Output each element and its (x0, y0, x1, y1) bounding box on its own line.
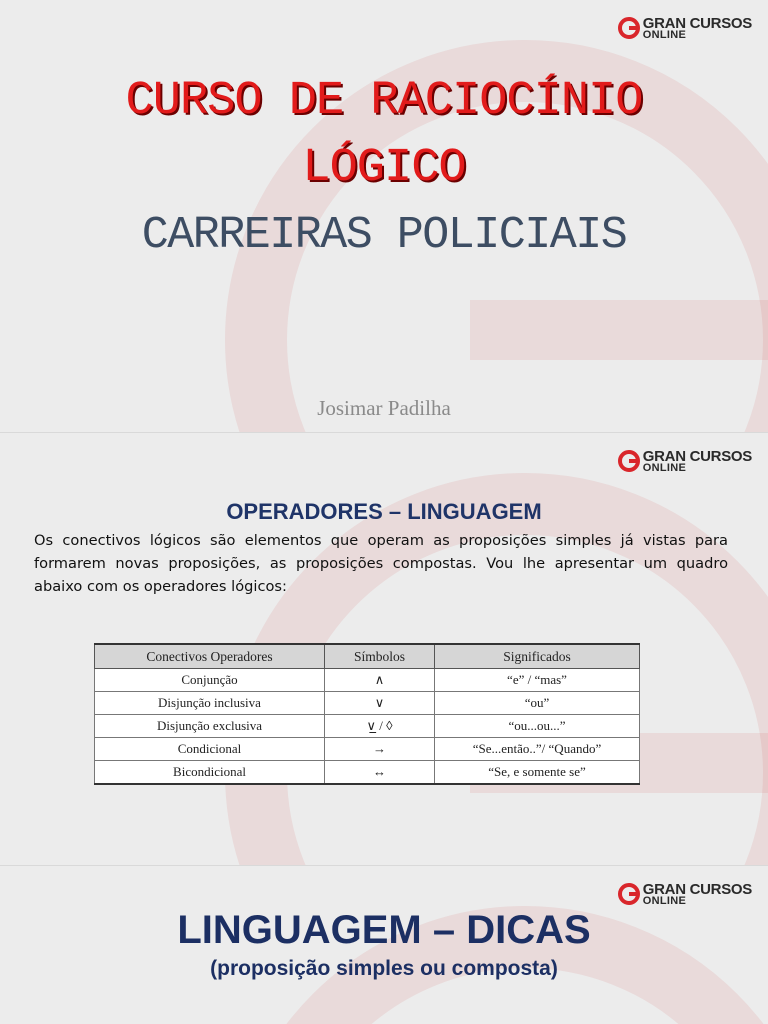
table-header-cell: Significados (435, 644, 640, 669)
brand-logo (618, 445, 752, 477)
brand-logo (618, 878, 752, 910)
table-row (95, 761, 640, 785)
brand-g-icon (618, 883, 640, 905)
brand-name: GRAN CURSOS (642, 14, 752, 32)
brand-logo (618, 12, 752, 44)
table-cell: ∨̲ / ◊ (325, 715, 435, 738)
table-header-cell: Conectivos Operadores (95, 644, 325, 669)
brand-name: GRAN CURSOS (642, 880, 752, 898)
table-cell: “Se...então..”/ “Quando” (435, 738, 640, 761)
course-title-line2: LÓGICO (302, 142, 466, 195)
table-cell: ↔ (325, 761, 435, 785)
table-row (95, 738, 640, 761)
intro-paragraph: Os conectivos lógicos são elementos que operam as proposições simples já vistas para formarem novas proposições, as proposições compostas. Vou lhe apresentar um quadro abaixo com os operadores lógicos: (34, 532, 728, 595)
table-cell: ∧ (325, 669, 435, 692)
slide-title (0, 0, 768, 432)
operators-table (94, 643, 640, 785)
course-title-line1: CURSO DE RACIOCÍNIO (125, 75, 643, 128)
table-cell: “ou” (435, 692, 640, 715)
table-header-row (95, 644, 640, 669)
brand-g-icon (618, 450, 640, 472)
table-cell: ∨ (325, 692, 435, 715)
section-heading: OPERADORES – LINGUAGEM (226, 499, 542, 524)
table-cell: Disjunção exclusiva (95, 715, 325, 738)
table-cell: Condicional (95, 738, 325, 761)
course-subtitle: CARREIRAS POLICIAIS (141, 210, 627, 261)
brand-tagline: ONLINE (642, 461, 687, 474)
table-cell: “ou...ou...” (435, 715, 640, 738)
slide-operators (0, 433, 768, 865)
table-cell: Disjunção inclusiva (95, 692, 325, 715)
table-row (95, 715, 640, 738)
brand-tagline: ONLINE (642, 894, 687, 907)
table-cell: “Se, e somente se” (435, 761, 640, 785)
background-logo-bar (470, 300, 768, 360)
tips-subtitle: (proposição simples ou composta) (210, 957, 558, 980)
table-row (95, 669, 640, 692)
table-cell: “e” / “mas” (435, 669, 640, 692)
author-name: Josimar Padilha (317, 396, 451, 420)
table-cell: → (325, 738, 435, 761)
tips-title: LINGUAGEM – DICAS (177, 908, 591, 952)
brand-name: GRAN CURSOS (642, 447, 752, 465)
table-header-cell: Símbolos (325, 644, 435, 669)
table-cell: Bicondicional (95, 761, 325, 785)
brand-g-icon (618, 17, 640, 39)
table-row (95, 692, 640, 715)
slide-tips (0, 866, 768, 1024)
table-cell: Conjunção (95, 669, 325, 692)
brand-tagline: ONLINE (642, 28, 687, 41)
